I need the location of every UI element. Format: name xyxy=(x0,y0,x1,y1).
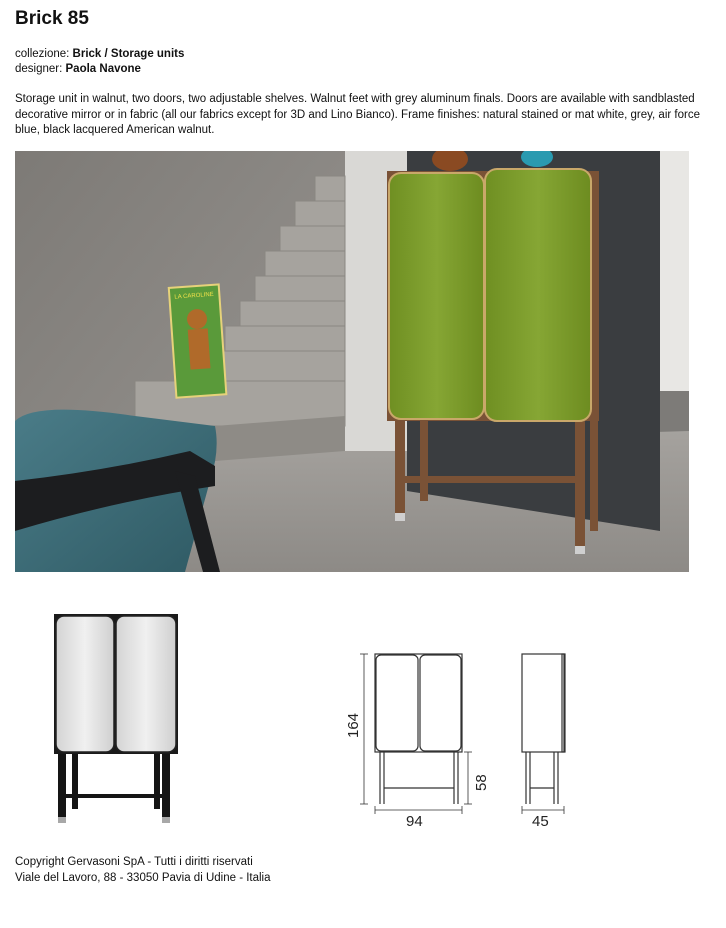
collection-value: Brick / Storage units xyxy=(72,48,185,60)
dimension-drawing xyxy=(300,608,580,833)
product-description: Storage unit in walnut, two doors, two adjustable shelves. Walnut feet with grey aluminum finals. Doors are available with sandblasted decorative mirror or in fabric (all our fabrics except for 3D and Lino Bianco). Frame finishes: natural stained or mat white, grey, air force blue, black lacquered American walnut. xyxy=(15,93,700,136)
collection-line xyxy=(15,47,184,62)
collection-label: collezione: xyxy=(15,48,70,60)
poster-text: LA CAROLINE xyxy=(174,291,214,301)
product-meta xyxy=(15,47,184,77)
dimension-depth-label: 45 xyxy=(532,813,549,830)
dimension-height-label: 164 xyxy=(345,712,362,738)
copyright-text: Copyright Gervasoni SpA - Tutti i diritti riservati xyxy=(15,856,253,868)
lifestyle-photo-illustration xyxy=(15,151,689,572)
designer-value: Paola Navone xyxy=(65,63,141,75)
product-render xyxy=(50,612,180,832)
product-render-illustration xyxy=(50,612,180,827)
product-title: Brick 85 xyxy=(15,8,89,29)
designer-line xyxy=(15,62,184,77)
company-address: Viale del Lavoro, 88 - 33050 Pavia di Udine - Italia xyxy=(15,871,271,884)
dimension-leg-height-label: 58 xyxy=(473,774,490,791)
technical-drawings xyxy=(300,608,580,838)
designer-label: designer: xyxy=(15,63,63,75)
lifestyle-photo xyxy=(15,151,689,572)
footer xyxy=(15,855,271,886)
dimension-width-label: 94 xyxy=(406,813,423,830)
